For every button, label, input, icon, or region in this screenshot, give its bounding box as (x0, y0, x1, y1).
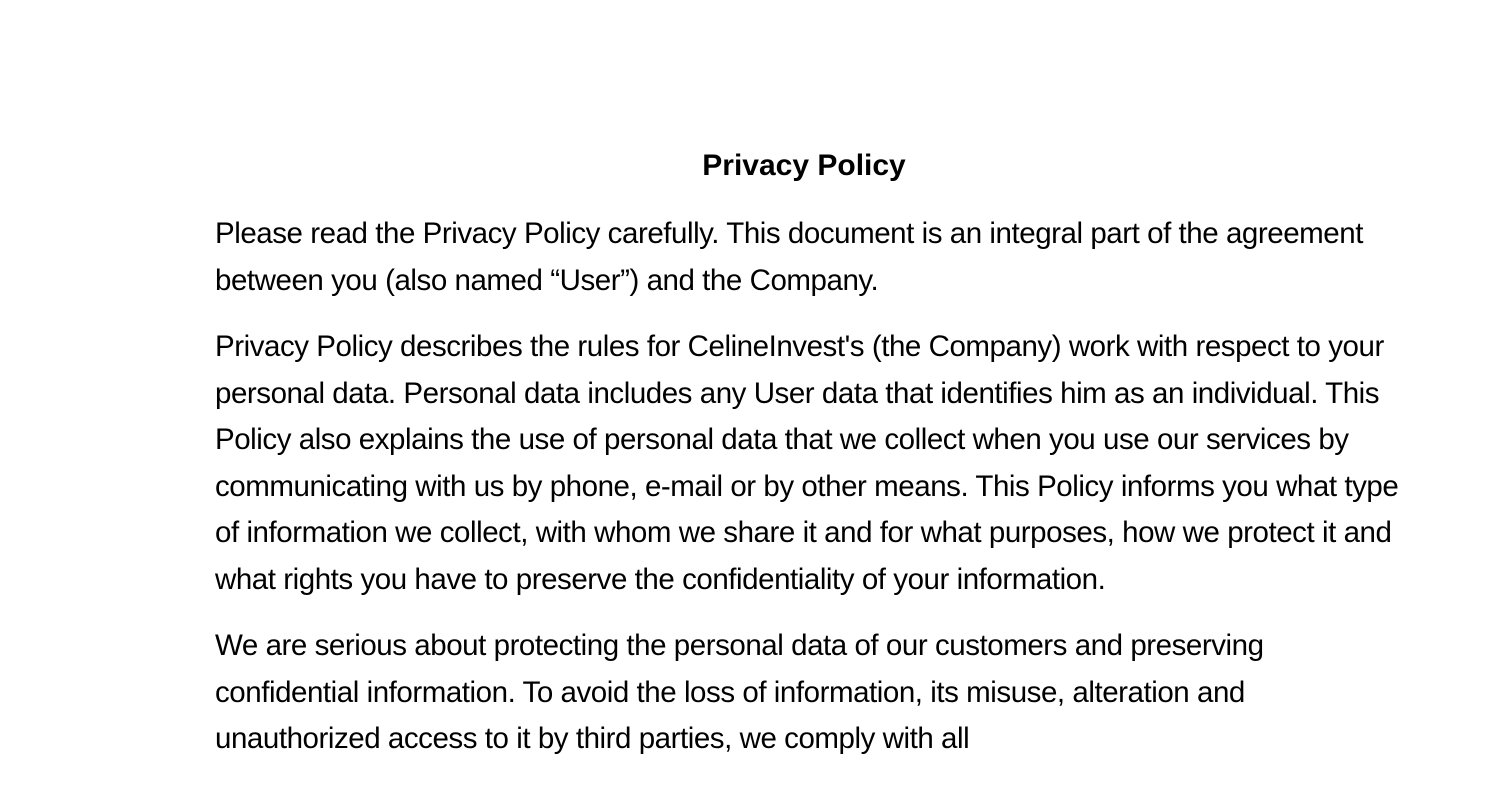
document-body (215, 211, 1403, 783)
document-title: Privacy Policy (702, 149, 906, 182)
intro-paragraph: Please read the Privacy Policy carefully. This document is an integral part of the agreement between you (also named “User”) and the Company. (215, 217, 1363, 297)
policy-description-paragraph: Privacy Policy describes the rules for CelineInvest's (the Company) work with respect to your personal data. Personal data includes any User data that identifies him as an individual. This Policy also explains the use of personal data that we collect when you use our services by communicating with us by phone, e-mail or by other means. This Policy informs you what type of information we collect, with whom we share it and for what purposes, how we protect it and what rights you have to preserve the confidentiality of your information. (215, 330, 1399, 596)
data-protection-paragraph: We are serious about protecting the personal data of our customers and preserving confidential information. To avoid the loss of information, its misuse, alteration and unauthorized access to it by third parties, we comply with all (215, 629, 1264, 755)
